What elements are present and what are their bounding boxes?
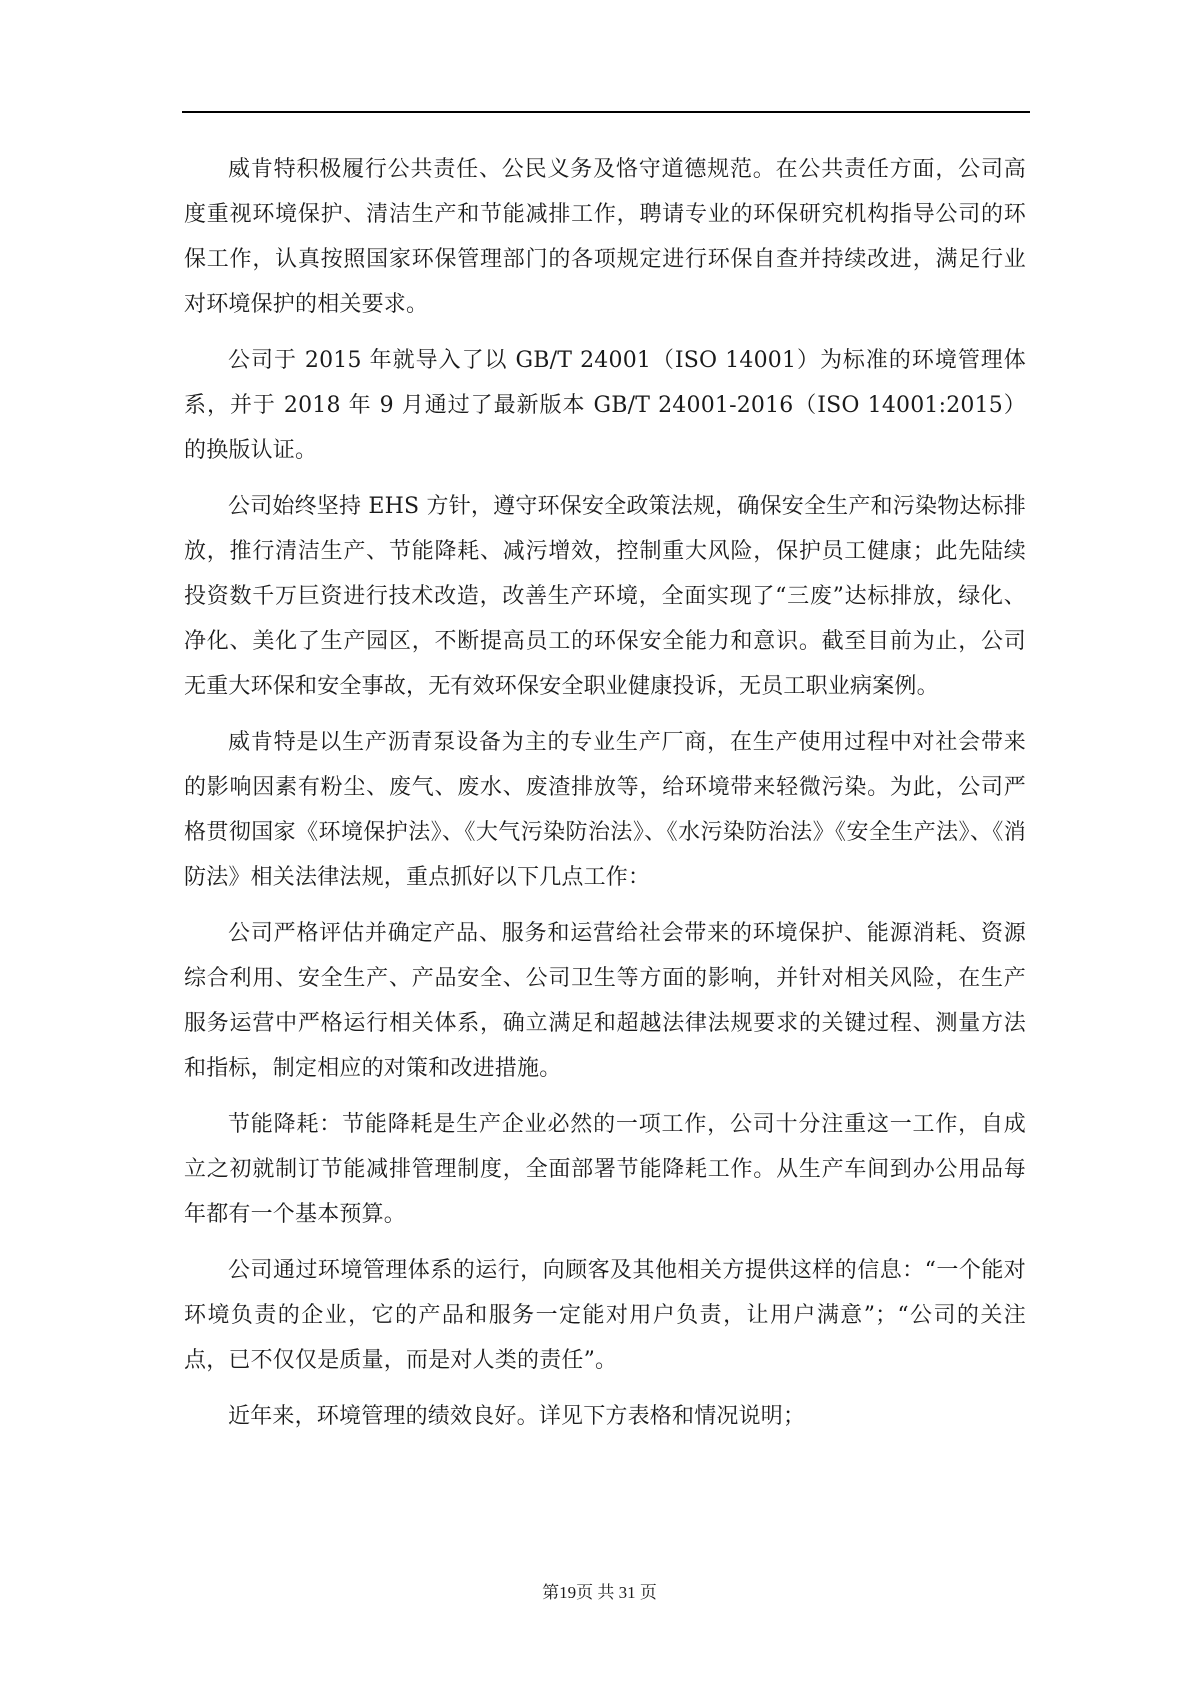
page-number: 第19页 共 31 页: [542, 1583, 657, 1602]
paragraph-risk-assessment: 公司严格评估并确定产品、服务和运营给社会带来的环境保护、能源消耗、资源综合利用、安全生产、产品安全、公司卫生等方面的影响，并针对相关风险，在生产服务运营中严格运行相关体系，确立满足和超越法律法规要求的关键过程、测量方法和指标，制定相应的对策和改进措施。: [184, 921, 1026, 1081]
header-rule: [182, 111, 1030, 113]
paragraph-performance-summary: 近年来，环境管理的绩效良好。详见下方表格和情况说明；: [228, 1404, 806, 1429]
paragraph-public-responsibility: 威肯特积极履行公共责任、公民义务及恪守道德规范。在公共责任方面，公司高度重视环境保护、清洁生产和节能减排工作，聘请专业的环保研究机构指导公司的环保工作，认真按照国家环保管理部门的各项规定进行环保自查并持续改进，满足行业对环境保护的相关要求。: [184, 157, 1026, 317]
paragraph-energy-saving: 节能降耗：节能降耗是生产企业必然的一项工作，公司十分注重这一工作，自成立之初就制订节能减排管理制度，全面部署节能降耗工作。从生产车间到办公用品每年都有一个基本预算。: [184, 1112, 1026, 1227]
paragraph-ehs-policy: 公司始终坚持 EHS 方针，遵守环保安全政策法规，确保安全生产和污染物达标排放，推行清洁生产、节能降耗、减污增效，控制重大风险，保护员工健康；此先陆续投资数千万巨资进行技术改造，改善生产环境，全面实现了“三废”达标排放，绿化、净化、美化了生产园区，不断提高员工的环保安全能力和意识。截至目前为止，公司无重大环保和安全事故，无有效环保安全职业健康投诉，无员工职业病案例。: [184, 494, 1026, 699]
paragraph-iso-certification: 公司于 2015 年就导入了以 GB/T 24001（ISO 14001）为标准的环境管理体系，并于 2018 年 9 月通过了最新版本 GB/T 24001-2016（ISO 14001:2015）的换版认证。: [184, 348, 1026, 463]
paragraph-environmental-impact: 威肯特是以生产沥青泵设备为主的专业生产厂商，在生产使用过程中对社会带来的影响因素有粉尘、废气、废水、废渣排放等，给环境带来轻微污染。为此，公司严格贯彻国家《环境保护法》、《大气污染防治法》、《水污染防治法》《安全生产法》、《消防法》相关法律法规，重点抓好以下几点工作：: [184, 730, 1026, 890]
document-body: [184, 147, 1026, 1450]
paragraph-ems-communication: 公司通过环境管理体系的运行，向顾客及其他相关方提供这样的信息：“一个能对环境负责的企业，它的产品和服务一定能对用户负责，让用户满意”；“公司的关注点，已不仅仅是质量，而是对人类的责任”。: [184, 1258, 1026, 1373]
